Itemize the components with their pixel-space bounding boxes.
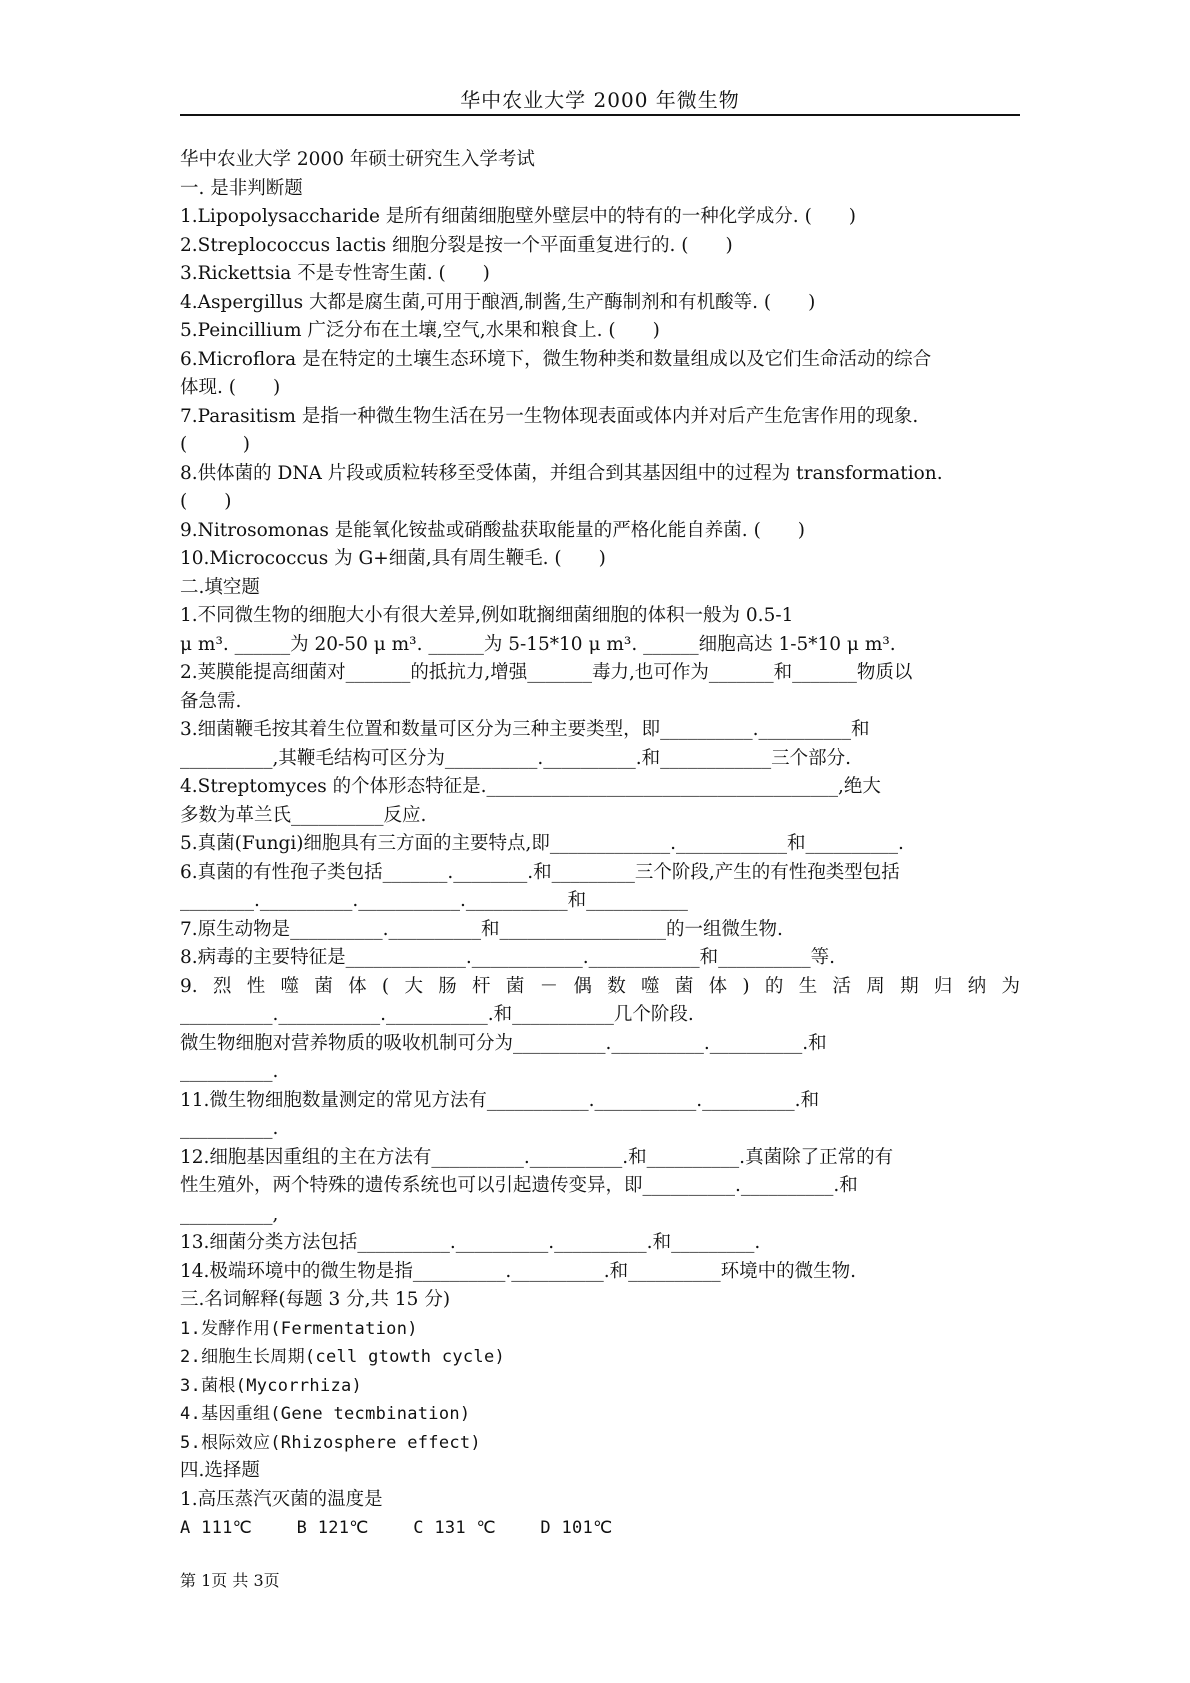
- question-text: 9.烈性噬菌体(大肠杆菌－偶数噬菌体)的生活周期归纳为: [180, 975, 1020, 997]
- question-text: 3.细菌鞭毛按其着生位置和数量可区分为三种主要类型，即__________.__________和: [180, 719, 870, 740]
- question-text: 2.荚膜能提高细菌对_______的抵抗力,增强_______毒力,也可作为_______和_______物质以: [180, 662, 913, 683]
- exam-content: [180, 146, 1020, 1543]
- question-text: 1.高压蒸汽灭菌的温度是: [180, 1488, 383, 1510]
- question-text: 4.Aspergillus 大都是腐生菌,可用于酿酒,制酱,生产酶制剂和有机酸等. ( ): [180, 291, 816, 313]
- question-text: 13.细菌分类方法包括__________.__________.__________.和_________.: [180, 1232, 761, 1253]
- page-header: 华中农业大学 2000 年微生物: [460, 88, 740, 112]
- question-text: 1.发酵作用(Fermentation): [180, 1318, 418, 1339]
- question-text: 3.Rickettsia 不是专性寄生菌. ( ): [180, 263, 490, 284]
- section-title-true-false: 一. 是非判断题: [180, 177, 303, 199]
- page-footer: 第 1页 共 3页: [180, 1571, 280, 1590]
- question-text: 11.微生物细胞数量测定的常见方法有___________.___________.__________.和: [180, 1089, 820, 1111]
- option-a: A 111℃: [180, 1518, 253, 1538]
- question-text: 4.Streptomyces 的个体形态特征是.______________________________________,绝大: [180, 776, 881, 797]
- question-text: 备急需.: [180, 690, 242, 712]
- question-text: 1.不同微生物的细胞大小有很大差异,例如耽搁细菌细胞的体积一般为 0.5-1: [180, 605, 794, 626]
- question-text: __________,: [180, 1203, 279, 1225]
- question-text: 12.细胞基因重组的主在方法有__________.__________.和__________.真菌除了正常的有: [180, 1146, 894, 1168]
- question-text: 微生物细胞对营养物质的吸收机制可分为__________.__________.__________.和: [180, 1032, 827, 1054]
- question-text: 2.细胞生长周期(cell gtowth cycle): [180, 1347, 506, 1367]
- question-text: 7.原生动物是__________.__________和__________________的一组微生物.: [180, 918, 783, 940]
- section-title-terms: 三.名词解释(每题 3 分,共 15 分): [180, 1289, 451, 1310]
- question-text: 9.Nitrosomonas 是能氧化铵盐或硝酸盐获取能量的严格化能自养菌. ( ): [180, 519, 806, 541]
- section-title-fill-blank: 二.填空题: [180, 576, 260, 598]
- option-c: C 131 ℃: [413, 1518, 496, 1538]
- question-text: 2.Streplococcus lactis 细胞分裂是按一个平面重复进行的. ( ): [180, 234, 733, 256]
- question-text: 5.根际效应(Rhizosphere effect): [180, 1432, 481, 1453]
- question-text: __________.: [180, 1061, 279, 1082]
- question-text: 10.Micrococcus 为 G+细菌,具有周生鞭毛. ( ): [180, 548, 606, 569]
- option-b: B 121℃: [296, 1518, 369, 1538]
- section-title-choice: 四.选择题: [180, 1460, 260, 1481]
- question-text: 14.极端环境中的微生物是指__________.__________.和__________环境中的微生物.: [180, 1260, 857, 1282]
- question-text: 6.真菌的有性孢子类包括_______.________.和_________三个阶段,产生的有性孢类型包括: [180, 861, 900, 883]
- question-text: __________.___________.___________.和___________几个阶段.: [180, 1004, 694, 1025]
- exam-title: 华中农业大学 2000 年硕士研究生入学考试: [180, 149, 535, 170]
- question-text: 体现. ( ): [180, 377, 281, 398]
- question-text: __________,其鞭毛结构可区分为__________.__________.和____________三个部分.: [180, 747, 852, 769]
- question-text: μ m³. ______为 20-50 μ m³. ______为 5-15*10 μ m³. ______细胞高达 1-5*10 μ m³.: [180, 633, 896, 655]
- question-text: 5.Peincillium 广泛分布在土壤,空气,水果和粮食上. ( ): [180, 320, 660, 341]
- question-text: ________.__________.___________.___________和___________: [180, 890, 688, 911]
- question-text: 3.菌根(Mycorrhiza): [180, 1375, 363, 1396]
- question-text: __________.: [180, 1118, 279, 1139]
- question-text: 8.病毒的主要特征是_____________.____________.____________和__________等.: [180, 947, 836, 968]
- question-text: ( ): [180, 491, 232, 512]
- question-text: 1.Lipopolysaccharide 是所有细菌细胞壁外壁层中的特有的一种化学成分. ( ): [180, 206, 857, 227]
- answer-options: [180, 1514, 1020, 1543]
- question-text: 7.Parasitism 是指一种微生物生活在另一生物体现表面或体内并对后产生危害作用的现象.: [180, 405, 919, 427]
- question-text: 8.供体菌的 DNA 片段或质粒转移至受体菌，并组合到其基因组中的过程为 transformation.: [180, 462, 943, 484]
- question-text: ( ): [180, 434, 250, 455]
- question-text: 5.真菌(Fungi)细胞具有三方面的主要特点,即_____________.____________和__________.: [180, 833, 904, 854]
- question-text: 多数为革兰氏__________反应.: [180, 804, 427, 826]
- header-rule: [180, 114, 1020, 116]
- option-d: D 101℃: [540, 1518, 613, 1538]
- question-text: 6.Microflora 是在特定的土壤生态环境下，微生物种类和数量组成以及它们生命活动的综合: [180, 348, 932, 370]
- question-text: 4.基因重组(Gene tecmbination): [180, 1404, 471, 1424]
- question-text: 性生殖外，两个特殊的遗传系统也可以引起遗传变异，即__________.__________.和: [180, 1175, 858, 1196]
